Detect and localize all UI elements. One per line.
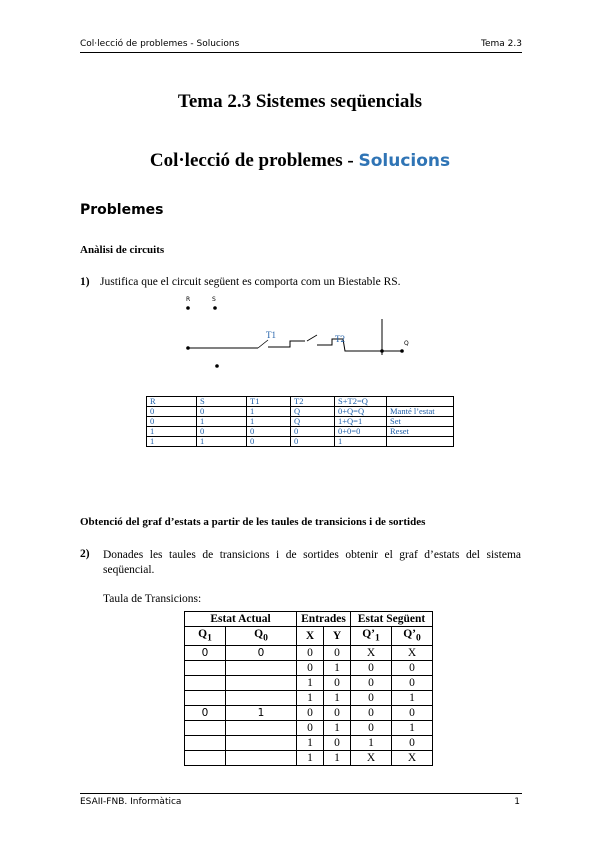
subtitle-main: Col·lecció de problemes - [149,150,359,171]
table-cell [185,721,226,736]
section-obtencio: Obtenció del graf d’estats a partir de les taules de transicions i de sortides [80,516,426,528]
table-cell: X [351,646,392,661]
group-estat-actual: Estat Actual [185,612,297,627]
table-cell: 0 [392,661,433,676]
table-cell [226,676,297,691]
col-q1-next: $Q’_1$ [351,627,392,646]
table-row [185,706,433,721]
col-q0: $Q_0$ [226,627,297,646]
table-row [185,736,433,751]
table-cell: 0 [247,437,291,447]
table-cell [185,751,226,766]
rs-header-cell [387,397,454,407]
label-r: R [186,296,191,303]
page-title: Tema 2.3 Sistemes seqüencials [177,91,423,112]
table-row [185,676,433,691]
table-cell: 1 [297,736,324,751]
section-problemes: Problemes [80,202,164,218]
table-cell: 1 [324,691,351,706]
table-cell: 0 [147,407,197,417]
table-cell: Q [291,417,335,427]
table-cell: 0 [147,417,197,427]
page-subtitle [0,150,600,172]
table-cell: 1 [147,427,197,437]
table-row [147,437,454,447]
footer-divider [80,793,522,794]
table-cell: 0 [185,646,226,661]
problem2-number: 2) [80,548,90,560]
group-header-row [185,612,433,627]
table-cell: Reset [387,427,454,437]
table-cell: 0 [226,646,297,661]
label-q: Q [404,340,409,347]
table-cell: 1 [297,676,324,691]
terminal-r [186,306,190,310]
terminal-s [213,306,217,310]
table-cell: 0 [324,706,351,721]
rs-truth-table [146,396,454,447]
column-header-row [185,627,433,646]
table-cell: X [351,751,392,766]
section-analisi: Anàlisi de circuits [80,244,165,256]
table-cell [387,437,454,447]
table-row [185,661,433,676]
table-cell: 1 [324,721,351,736]
table-cell: 0 [351,706,392,721]
table-cell [185,736,226,751]
table-cell: 1 [297,691,324,706]
table-row [147,427,454,437]
table-cell [185,676,226,691]
table-cell: 0 [324,676,351,691]
table-cell: 0 [185,706,226,721]
table-cell: 0 [197,427,247,437]
table-cell: Q [291,407,335,417]
table-cell: 1+Q=1 [335,417,387,427]
table-cell [226,721,297,736]
table-cell: 0 [297,706,324,721]
table-cell: 0 [392,676,433,691]
rs-header-cell: S+T2=Q [335,397,387,407]
col-q1: $Q_1$ [185,627,226,646]
table-cell: 1 [247,407,291,417]
table-cell: 1 [197,417,247,427]
table-cell: 1 [197,437,247,447]
table-cell: 1 [392,721,433,736]
table-cell: 0 [351,691,392,706]
table-row [147,407,454,417]
table-cell: 0 [351,721,392,736]
terminal-gnd [215,364,219,368]
rs-header-cell: T2 [291,397,335,407]
table-cell: X [392,751,433,766]
table-cell: 0 [291,427,335,437]
terminal-q [400,349,404,353]
subtitle-accent: Solucions [358,151,451,171]
table-cell: 1 [335,437,387,447]
table-cell: 1 [297,751,324,766]
table-cell: 0 [324,736,351,751]
table-cell: 0 [351,661,392,676]
col-y: Y [324,627,351,646]
table-row [185,691,433,706]
table-cell [185,661,226,676]
table-cell [226,736,297,751]
table-cell [226,691,297,706]
table-cell: 0 [291,437,335,447]
table-cell: 0 [297,661,324,676]
col-q0-next: $Q’_0$ [392,627,433,646]
rs-header-cell: T1 [247,397,291,407]
rs-header-cell: R [147,397,197,407]
table-cell [226,751,297,766]
table-cell: 1 [324,751,351,766]
transition-table-title: Taula de Transicions: [103,593,202,605]
table-cell: 0 [351,676,392,691]
table-cell: 1 [147,437,197,447]
table-cell: 0 [392,736,433,751]
table-row [185,721,433,736]
header-left: Col·lecció de problemes - Solucions [80,39,240,49]
problem1-number: 1) [80,276,90,288]
problem1-text: Justifica que el circuit següent es comporta com un Biestable RS. [100,276,401,288]
rs-header-cell: S [197,397,247,407]
problem2-text: Donades les taules de transicions i de sortides obtenir el graf d’estats del sistema seqüencial. [103,549,521,576]
label-t1: T1 [266,330,276,340]
header-divider [80,52,522,53]
label-s: S [212,296,216,303]
rs-table-header [147,397,454,407]
switch-t1-contact [258,340,268,348]
table-cell: Manté l’estat [387,407,454,417]
group-estat-seguent: Estat Següent [351,612,433,627]
switch-t2-contact [307,335,317,341]
table-cell: 0 [247,427,291,437]
col-x: X [297,627,324,646]
table-cell: 1 [226,706,297,721]
table-cell: X [392,646,433,661]
table-cell: 1 [324,661,351,676]
table-cell: 0+0=0 [335,427,387,437]
group-entrades: Entrades [297,612,351,627]
transition-table [184,611,433,766]
table-row [147,417,454,427]
table-cell: Set [387,417,454,427]
table-row [185,751,433,766]
table-cell [226,661,297,676]
table-cell: 0 [324,646,351,661]
wire-t1 [268,341,305,347]
table-cell: 0 [197,407,247,417]
header-right: Tema 2.3 [481,39,522,49]
page-number: 1 [514,797,520,807]
table-cell: 0+Q=Q [335,407,387,417]
table-cell: 1 [247,417,291,427]
table-cell: 1 [392,691,433,706]
table-cell: 0 [297,646,324,661]
wire-t2 [317,339,382,351]
table-cell: 0 [392,706,433,721]
table-cell [185,691,226,706]
table-row [185,646,433,661]
table-cell: 1 [351,736,392,751]
table-cell: 0 [297,721,324,736]
footer-left: ESAII-FNB. Informàtica [80,797,182,807]
circuit-diagram [180,292,420,378]
label-t2: T2 [335,334,345,344]
